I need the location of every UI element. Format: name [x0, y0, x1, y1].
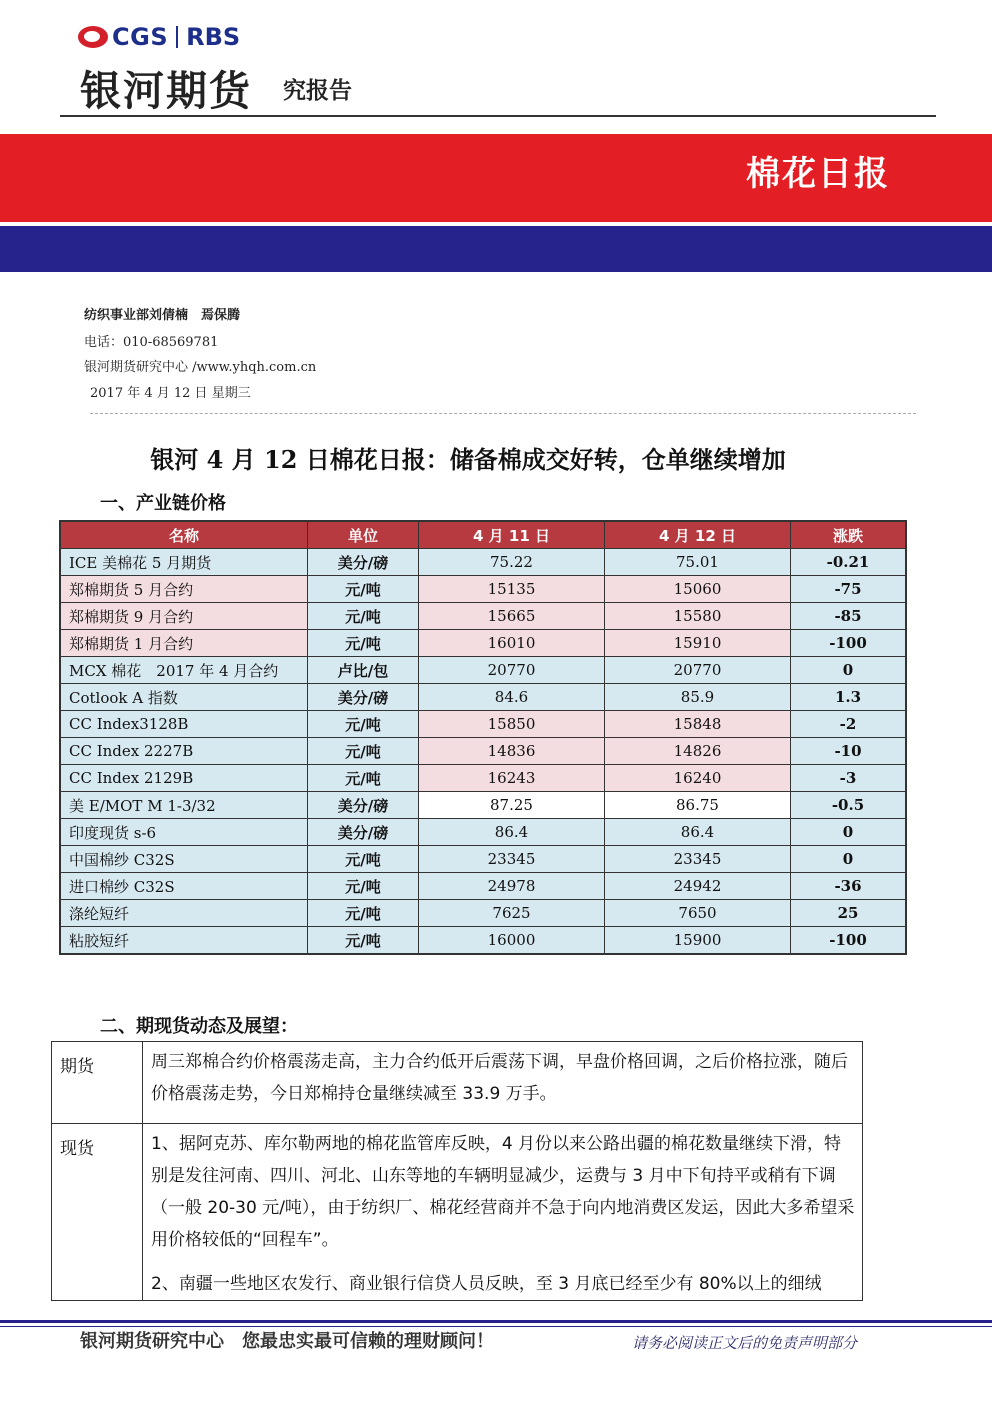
row-change-cell: -0.21 [791, 549, 907, 576]
row-name-cell: 进口棉纱 C32S [60, 873, 308, 900]
row-change-cell: 0 [791, 819, 907, 846]
row-apr12-cell: 7650 [605, 900, 791, 927]
col-header-unit: 单位 [308, 521, 419, 549]
row-name-cell: 印度现货 s-6 [60, 819, 308, 846]
table-row [60, 846, 906, 873]
row-change-cell: -0.5 [791, 792, 907, 819]
report-title: 棉花日报 [746, 154, 890, 194]
row-apr12-cell: 14826 [605, 738, 791, 765]
table-row [60, 873, 906, 900]
company-name: 银河期货 [80, 67, 252, 115]
logo-cgs-text: CGS [112, 23, 169, 51]
row-change-cell: 25 [791, 900, 907, 927]
row-apr11-cell: 15665 [419, 603, 605, 630]
row-unit-cell: 元/吨 [308, 738, 419, 765]
table-row [60, 630, 906, 657]
row-apr11-cell: 87.25 [419, 792, 605, 819]
row-apr11-cell: 75.22 [419, 549, 605, 576]
row-unit-cell: 元/吨 [308, 576, 419, 603]
title-band-blue [0, 226, 992, 272]
row-name-cell: 郑棉期货 1 月合约 [60, 630, 308, 657]
spot-text [143, 1124, 863, 1301]
row-change-cell: -36 [791, 873, 907, 900]
spot-paragraph-1: 1、据阿克苏、库尔勒两地的棉花监管库反映，4 月份以来公路出疆的棉花数量继续下滑，特别是发往河南、四川、河北、山东等地的车辆明显减少，运费与 3 月中下旬持平或稍有下调（一般 20-30 元/吨），由于纺织厂、棉花经营商并不急于向内地消费区发运，因此大多希望采用价格较低的“回程车”。 [151, 1134, 855, 1250]
report-date: 2017 年 4 月 12 日 星期三 [90, 386, 251, 401]
brand-logo [78, 20, 240, 54]
logo-rbs-text: RBS [186, 23, 241, 51]
row-apr12-cell: 15580 [605, 603, 791, 630]
logo-divider [176, 26, 178, 48]
row-name-cell: 粘胶短纤 [60, 927, 308, 955]
main-headline: 银河 4 月 12 日棉花日报：储备棉成交好转，仓单继续增加 [150, 445, 786, 474]
futures-row [52, 1042, 863, 1124]
row-apr11-cell: 14836 [419, 738, 605, 765]
row-apr12-cell: 15848 [605, 711, 791, 738]
phone-line: 电话：010-68569781 [84, 335, 219, 350]
table-row [60, 657, 906, 684]
futures-text [143, 1042, 863, 1124]
row-unit-cell: 美分/磅 [308, 684, 419, 711]
row-name-cell: CC Index 2227B [60, 738, 308, 765]
row-name-cell: 美 E/MOT M 1-3/32 [60, 792, 308, 819]
row-apr11-cell: 15135 [419, 576, 605, 603]
row-apr11-cell: 23345 [419, 846, 605, 873]
row-apr12-cell: 15060 [605, 576, 791, 603]
row-apr11-cell: 24978 [419, 873, 605, 900]
row-apr12-cell: 85.9 [605, 684, 791, 711]
dashed-divider [90, 413, 916, 414]
row-apr11-cell: 20770 [419, 657, 605, 684]
table-row [60, 684, 906, 711]
market-commentary-table [51, 1041, 863, 1301]
table-row [60, 792, 906, 819]
row-name-cell: 涤纶短纤 [60, 900, 308, 927]
footer-slogan: 银河期货研究中心 您最忠实最可信赖的理财顾问！ [80, 1331, 494, 1352]
row-change-cell: -3 [791, 765, 907, 792]
row-change-cell: 0 [791, 657, 907, 684]
row-unit-cell: 元/吨 [308, 873, 419, 900]
table-row [60, 711, 906, 738]
table-row [60, 576, 906, 603]
row-unit-cell: 元/吨 [308, 603, 419, 630]
row-unit-cell: 元/吨 [308, 900, 419, 927]
row-apr11-cell: 16010 [419, 630, 605, 657]
price-table-header-row [60, 521, 906, 549]
table-row [60, 900, 906, 927]
row-apr12-cell: 15900 [605, 927, 791, 955]
row-unit-cell: 美分/磅 [308, 819, 419, 846]
row-change-cell: -100 [791, 927, 907, 955]
row-unit-cell: 美分/磅 [308, 549, 419, 576]
price-table [59, 520, 907, 955]
row-unit-cell: 元/吨 [308, 927, 419, 955]
row-apr12-cell: 23345 [605, 846, 791, 873]
row-apr12-cell: 15910 [605, 630, 791, 657]
row-apr12-cell: 75.01 [605, 549, 791, 576]
row-name-cell: ICE 美棉花 5 月期货 [60, 549, 308, 576]
row-unit-cell: 元/吨 [308, 711, 419, 738]
spot-label: 现货 [52, 1124, 143, 1301]
row-name-cell: Cotlook A 指数 [60, 684, 308, 711]
row-apr11-cell: 7625 [419, 900, 605, 927]
row-name-cell: MCX 棉花 2017 年 4 月合约 [60, 657, 308, 684]
row-name-cell: 郑棉期货 9 月合约 [60, 603, 308, 630]
report-type: 究报告 [283, 78, 352, 104]
spot-row [52, 1124, 863, 1301]
table-row [60, 738, 906, 765]
row-name-cell: CC Index3128B [60, 711, 308, 738]
table-row [60, 765, 906, 792]
section-title-price: 一、产业链价格 [100, 493, 226, 514]
cgs-swirl-icon [78, 26, 108, 48]
row-unit-cell: 卢比/包 [308, 657, 419, 684]
row-unit-cell: 美分/磅 [308, 792, 419, 819]
header-divider [60, 115, 936, 117]
row-apr12-cell: 20770 [605, 657, 791, 684]
row-name-cell: 中国棉纱 C32S [60, 846, 308, 873]
row-apr11-cell: 86.4 [419, 819, 605, 846]
row-name-cell: CC Index 2129B [60, 765, 308, 792]
row-change-cell: 0 [791, 846, 907, 873]
col-header-name: 名称 [60, 521, 308, 549]
row-apr11-cell: 84.6 [419, 684, 605, 711]
row-change-cell: 1.3 [791, 684, 907, 711]
row-change-cell: -75 [791, 576, 907, 603]
section-title-market: 二、期现货动态及展望： [100, 1016, 298, 1037]
footer-disclaimer-note: 请务必阅读正文后的免责声明部分 [632, 1334, 858, 1352]
col-header-apr12: 4 月 12 日 [605, 521, 791, 549]
futures-label: 期货 [52, 1042, 143, 1124]
col-header-change: 涨跌 [791, 521, 907, 549]
row-change-cell: -10 [791, 738, 907, 765]
table-row [60, 927, 906, 955]
row-change-cell: -100 [791, 630, 907, 657]
row-apr12-cell: 24942 [605, 873, 791, 900]
author-line: 纺织事业部刘倩楠 焉保腾 [84, 308, 241, 323]
row-apr12-cell: 16240 [605, 765, 791, 792]
col-header-apr11: 4 月 11 日 [419, 521, 605, 549]
row-apr11-cell: 16243 [419, 765, 605, 792]
row-apr12-cell: 86.75 [605, 792, 791, 819]
row-apr11-cell: 15850 [419, 711, 605, 738]
row-change-cell: -85 [791, 603, 907, 630]
footer-rule-thick [0, 1320, 992, 1323]
row-change-cell: -2 [791, 711, 907, 738]
row-apr11-cell: 16000 [419, 927, 605, 955]
row-apr12-cell: 86.4 [605, 819, 791, 846]
futures-paragraph: 周三郑棉合约价格震荡走高，主力合约低开后震荡下调，早盘价格回调，之后价格拉涨，随后价格震荡走势，今日郑棉持仓量继续减至 33.9 万手。 [151, 1052, 848, 1104]
research-center-line: 银河期货研究中心 /www.yhqh.com.cn [84, 360, 317, 375]
table-row [60, 549, 906, 576]
table-row [60, 603, 906, 630]
table-row [60, 819, 906, 846]
row-unit-cell: 元/吨 [308, 630, 419, 657]
row-unit-cell: 元/吨 [308, 765, 419, 792]
row-unit-cell: 元/吨 [308, 846, 419, 873]
spot-paragraph-2: 2、南疆一些地区农发行、商业银行信贷人员反映，至 3 月底已经至少有 80%以上的细绒 [151, 1274, 822, 1294]
row-name-cell: 郑棉期货 5 月合约 [60, 576, 308, 603]
